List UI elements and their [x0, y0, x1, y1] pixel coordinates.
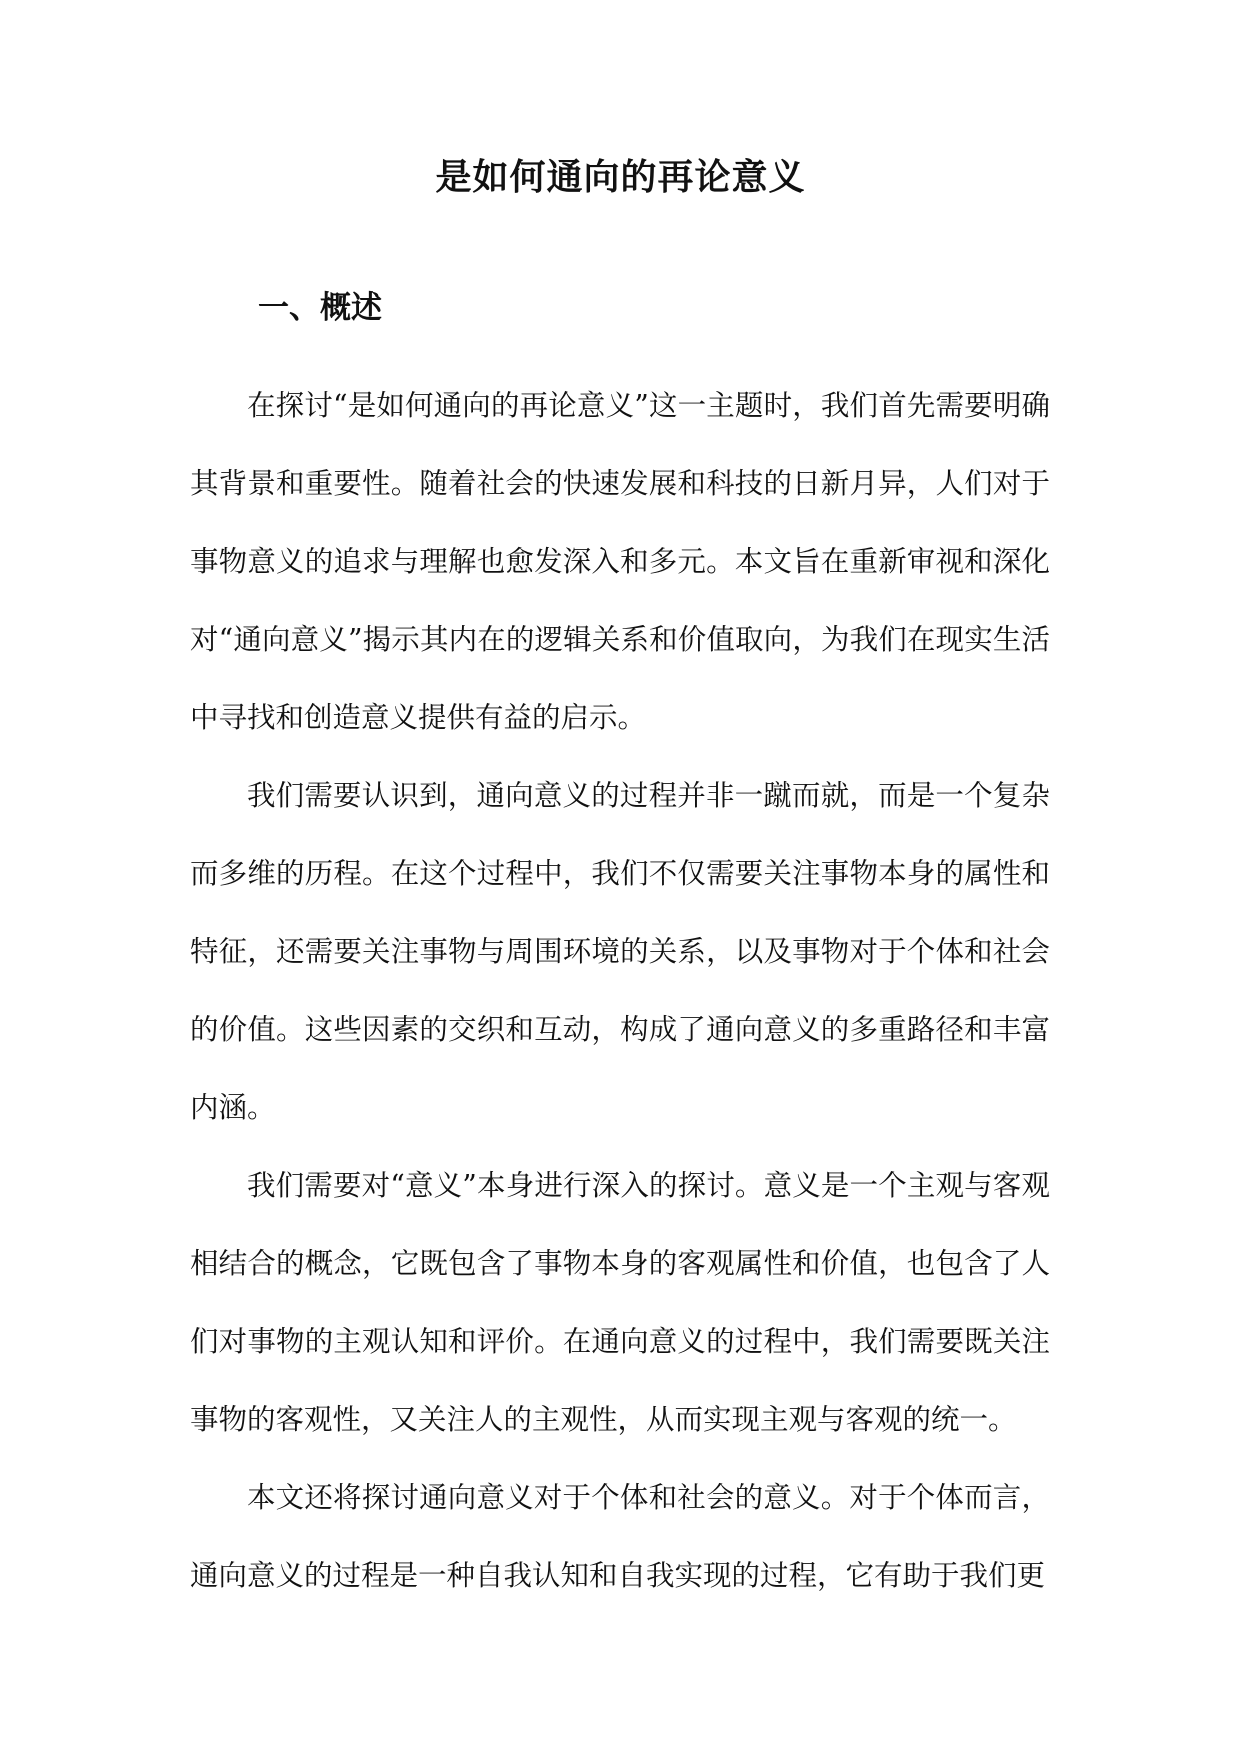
paragraph-4: 本文还将探讨通向意义对于个体和社会的意义。对于个体而言，通向意义的过程是一种自我认知和自我实现的过程，它有助于我们更 — [190, 1481, 1050, 1592]
document-title: 是如何通向的再论意义 — [435, 157, 806, 198]
section-heading: 一、概述 — [258, 290, 382, 326]
document-body — [190, 367, 1050, 1615]
paragraph-1: 在探讨“是如何通向的再论意义”这一主题时，我们首先需要明确其背景和重要性。随着社会的快速发展和科技的日新月异，人们对于事物意义的追求与理解也愈发深入和多元。本文旨在重新审视和深化对“通向意义”揭示其内在的逻辑关系和价值取向，为我们在现实生活中寻找和创造意义提供有益的启示。 — [190, 389, 1050, 734]
paragraph-2: 我们需要认识到，通向意义的过程并非一蹴而就，而是一个复杂而多维的历程。在这个过程中，我们不仅需要关注事物本身的属性和特征，还需要关注事物与周围环境的关系，以及事物对于个体和社会的价值。这些因素的交织和互动，构成了通向意义的多重路径和丰富内涵。 — [190, 779, 1050, 1124]
paragraph-3: 我们需要对“意义”本身进行深入的探讨。意义是一个主观与客观相结合的概念，它既包含了事物本身的客观属性和价值，也包含了人们对事物的主观认知和评价。在通向意义的过程中，我们需要既关注事物的客观性，又关注人的主观性，从而实现主观与客观的统一。 — [190, 1169, 1050, 1436]
